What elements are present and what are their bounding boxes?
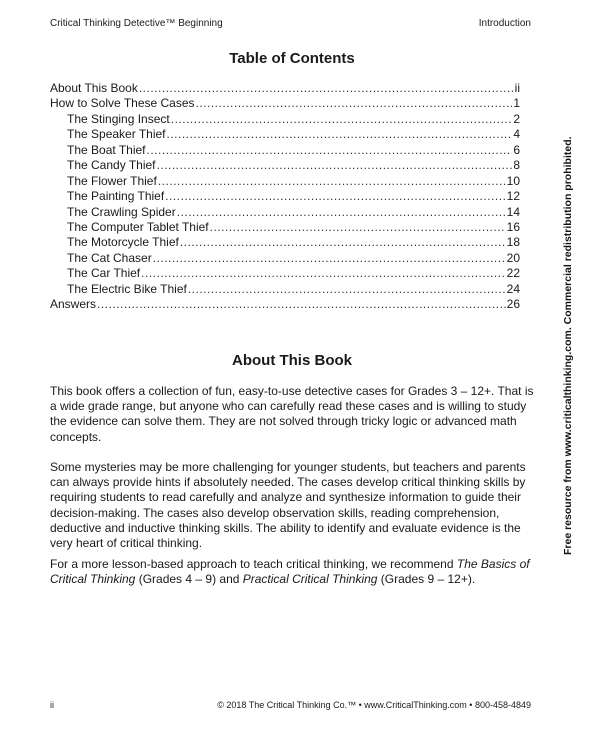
toc-entry-page: 12: [506, 189, 520, 204]
toc-dot-leader: [141, 266, 505, 281]
toc-dot-leader: [171, 112, 513, 127]
page-number: ii: [50, 700, 54, 710]
toc-entry-title: The Motorcycle Thief: [67, 235, 179, 250]
paragraph-3-mid: (Grades 4 – 9) and: [135, 572, 243, 587]
toc-entry-page: 4: [513, 127, 520, 142]
toc-entry-title: The Electric Bike Thief: [67, 281, 187, 296]
toc-entry-page: 1: [513, 96, 520, 111]
toc-dot-leader: [147, 143, 513, 158]
toc-entry-page: 22: [506, 266, 520, 281]
running-header-section: Introduction: [478, 18, 531, 29]
paragraph-3-lead: For a more lesson-based approach to teach critical thinking, we recommend: [50, 557, 457, 571]
toc-entry-page: 10: [506, 173, 520, 188]
toc-entry-title: About This Book: [50, 81, 138, 95]
book-title-basics: The Basics of Critical Thinking: [50, 557, 530, 587]
toc-dot-leader: [196, 96, 513, 111]
toc-entry-page: 8: [513, 158, 520, 173]
toc-entry: [50, 220, 520, 235]
toc-dot-leader: [180, 235, 506, 250]
toc-dot-leader: [188, 282, 506, 297]
toc-entry-title: The Computer Tablet Thief: [67, 219, 209, 234]
table-of-contents: [50, 81, 520, 313]
toc-entry-title: The Car Thief: [67, 266, 141, 281]
toc-entry-title: The Candy Thief: [67, 158, 156, 173]
toc-dot-leader: [165, 189, 505, 204]
toc-entry-page: 24: [506, 281, 520, 296]
toc-entry-page: 2: [513, 111, 520, 126]
about-paragraph-1: This book offers a collection of fun, easy-to-use detective cases for Grades 3 – 12+. That is a wide grade range, but anyone who can carefully read these cases and is willing to study the evidence can solve them. They are not solved through tricky logic or advanced math concepts.: [50, 384, 534, 444]
toc-entry: [50, 96, 520, 111]
toc-entry: [50, 143, 520, 158]
toc-dot-leader: [158, 174, 506, 189]
paragraph-3-tail: (Grades 9 – 12+).: [377, 572, 476, 587]
toc-entry: [50, 297, 520, 312]
toc-entry: [50, 266, 520, 281]
toc-entry: [50, 81, 520, 96]
toc-entry-page: 20: [506, 250, 520, 265]
toc-entry: [50, 158, 520, 173]
toc-entry-page: 14: [506, 204, 520, 219]
toc-entry: [50, 205, 520, 220]
toc-entry: [50, 251, 520, 266]
toc-entry-title: Answers: [50, 297, 97, 312]
toc-heading: Table of Contents: [229, 50, 355, 67]
toc-dot-leader: [157, 158, 513, 173]
redistribution-notice: Free resource from www.criticalthinking.com. Commercial redistribution prohibited.: [562, 136, 574, 555]
toc-entry: [50, 235, 520, 250]
toc-entry: [50, 189, 520, 204]
copyright-footer: © 2018 The Critical Thinking Co.™ • www.CriticalThinking.com • 800-458-4849: [217, 700, 531, 710]
toc-entry-title: The Painting Thief: [67, 189, 165, 204]
toc-entry-page: 18: [506, 235, 520, 250]
toc-entry-title: The Flower Thief: [67, 173, 157, 188]
book-title-practical: Practical Critical Thinking: [242, 572, 378, 587]
running-header-title: Critical Thinking Detective™ Beginning: [50, 18, 223, 29]
toc-dot-leader: [210, 220, 506, 235]
toc-entry-page: 26: [506, 297, 520, 312]
about-paragraph-2: Some mysteries may be more challenging for younger students, but teachers and parents can always provide hints if absolutely needed. The cases develop critical thinking skills by requiring students to read carefully and analyze and synthesize information to guide their decision-making. The cases also develop observation skills, reading comprehension, deductive and inductive thinking skills. The ability to identify and evaluate evidence is the very heart of critical thinking.: [50, 460, 526, 551]
toc-dot-leader: [167, 127, 513, 142]
toc-entry-page: ii: [514, 81, 520, 95]
toc-entry-page: 16: [506, 219, 520, 234]
toc-entry: [50, 282, 520, 297]
toc-dot-leader: [97, 297, 506, 312]
toc-dot-leader: [139, 81, 514, 96]
toc-entry-title: The Stinging Insect: [67, 111, 170, 126]
toc-entry: [50, 127, 520, 142]
toc-dot-leader: [177, 205, 506, 220]
toc-entry-page: 6: [513, 142, 520, 157]
about-heading: About This Book: [232, 352, 352, 369]
toc-entry: [50, 112, 520, 127]
about-paragraph-3: [50, 557, 536, 587]
toc-entry: [50, 174, 520, 189]
toc-entry-title: The Cat Chaser: [67, 250, 152, 265]
toc-entry-title: The Boat Thief: [67, 142, 146, 157]
toc-entry-title: The Crawling Spider: [67, 204, 176, 219]
toc-entry-title: The Speaker Thief: [67, 127, 166, 142]
toc-dot-leader: [153, 251, 506, 266]
toc-entry-title: How to Solve These Cases: [50, 96, 195, 111]
